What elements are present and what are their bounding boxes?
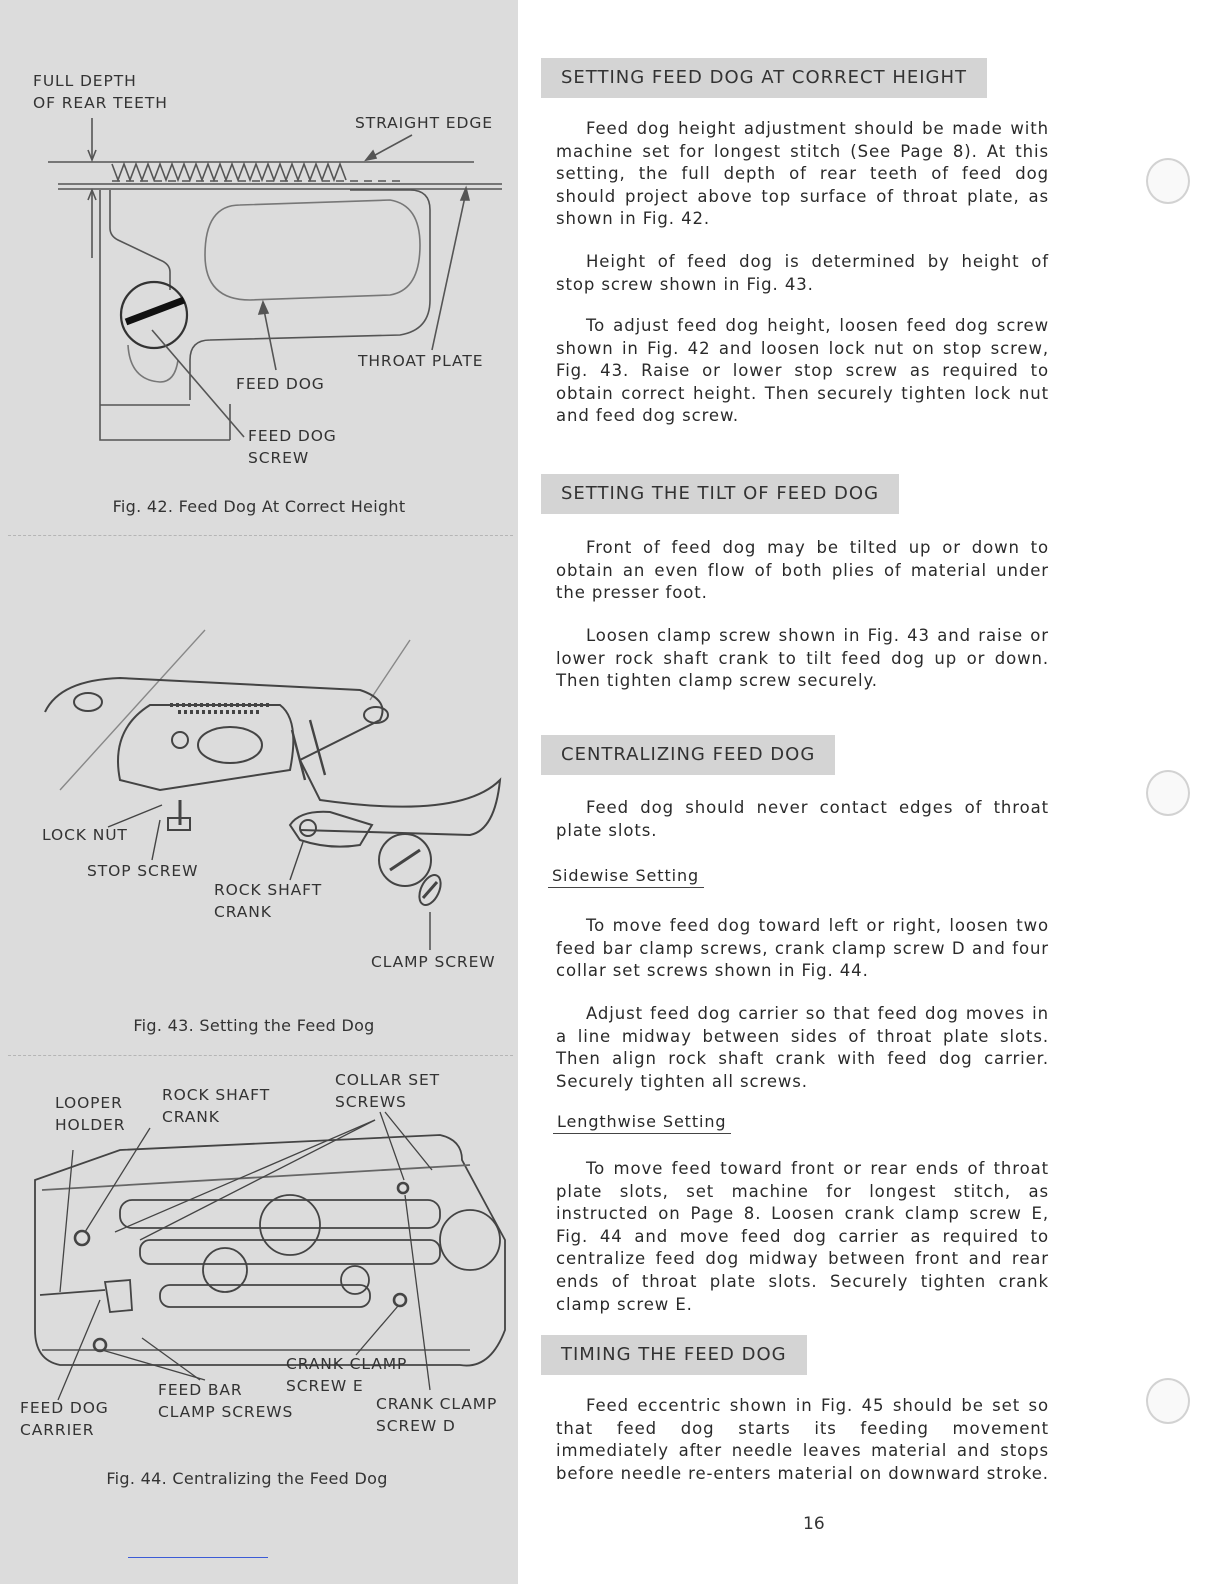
label-crank-clamp-screw-e: CRANK CLAMP SCREW E [286,1355,408,1395]
label-straight-edge: STRAIGHT EDGE [355,114,493,132]
label-lock-nut: LOCK NUT [42,826,128,844]
page-number: 16 [803,1514,825,1534]
heading-timing: TIMING THE FEED DOG [541,1335,807,1375]
heading-centralizing: CENTRALIZING FEED DOG [541,735,835,775]
heading-correct-height: SETTING FEED DOG AT CORRECT HEIGHT [541,58,987,98]
label-feed-dog-carrier: FEED DOG CARRIER [20,1399,109,1439]
label-feed-dog: FEED DOG [236,375,325,393]
label-rock-shaft-crank-43: ROCK SHAFT CRANK [214,881,323,921]
punch-hole [1146,1378,1190,1424]
tilt-paragraph-1: Front of feed dog may be tilted up or down to obtain an even flow of both plies of material under the presser foot. [556,538,1049,603]
label-crank-clamp-screw-d: CRANK CLAMP SCREW D [376,1395,498,1435]
punch-hole [1146,770,1190,816]
sidewise-paragraph-2: Adjust feed dog carrier so that feed dog moves in a line midway between sides of throat plate slots. Then align rock shaft crank with feed dog carrier. Securely tighten all screws. [556,1004,1049,1091]
fig44-caption: Fig. 44. Centralizing the Feed Dog [106,1469,388,1488]
divider [8,1055,513,1056]
subheading-sidewise: Sidewise Setting [548,866,704,888]
heading-tilt: SETTING THE TILT OF FEED DOG [541,474,899,514]
fig43-caption: Fig. 43. Setting the Feed Dog [133,1016,375,1035]
figure-column [0,0,518,1584]
height-paragraph-2: Height of feed dog is determined by height of stop screw shown in Fig. 43. [556,252,1049,294]
sidewise-paragraph-1: To move feed dog toward left or right, loosen two feed bar clamp screws, crank clamp screw D and four collar set screws shown in Fig. 44. [556,916,1049,981]
fig42-drawing [0,100,518,460]
fig42-caption: Fig. 42. Feed Dog At Correct Height [112,497,406,516]
label-feed-dog-screw: FEED DOG SCREW [248,427,337,467]
lengthwise-paragraph: To move feed toward front or rear ends of throat plate slots, set machine for longest stitch, as instructed on Page 8. Loosen crank clamp screw E, Fig. 44 and move feed dog carrier as required to centralize feed dog midway between front and rear ends of throat plate slots. Securely tighten crank clamp screw E. [556,1159,1049,1314]
punch-hole [1146,158,1190,204]
label-full-depth: FULL DEPTH OF REAR TEETH [33,72,168,112]
height-paragraph-3: To adjust feed dog height, loosen feed dog screw shown in Fig. 42 and loosen lock nut on stop screw, Fig. 43. Raise or lower stop screw as required to obtain correct height. Then securely tighten lock nut and feed dog screw. [556,316,1049,426]
label-stop-screw: STOP SCREW [87,862,199,880]
divider [8,535,513,536]
label-throat-plate: THROAT PLATE [358,352,484,370]
timing-paragraph: Feed eccentric shown in Fig. 45 should be set so that feed dog starts its feeding movement immediately after needle leaves material and stops before needle re-enters material on downward stroke. [556,1396,1049,1483]
label-looper-holder: LOOPER HOLDER [55,1094,126,1134]
label-collar-set-screws: COLLAR SET SCREWS [335,1071,441,1111]
subheading-lengthwise: Lengthwise Setting [553,1112,731,1134]
label-clamp-screw: CLAMP SCREW [371,953,496,971]
label-feed-bar-clamp-screws: FEED BAR CLAMP SCREWS [158,1381,294,1421]
tilt-paragraph-2: Loosen clamp screw shown in Fig. 43 and raise or lower rock shaft crank to tilt feed dog up or down. Then tighten clamp screw securely. [556,626,1049,691]
centralizing-paragraph-1: Feed dog should never contact edges of throat plate slots. [556,798,1049,840]
height-paragraph-1: Feed dog height adjustment should be made with machine set for longest stitch (See Page 8). At this setting, the full depth of rear teeth of feed dog should project above top surface of throat plate, as shown in Fig. 42. [556,119,1049,229]
footer-link-line [128,1557,268,1558]
label-rock-shaft-crank-44: ROCK SHAFT CRANK [162,1086,271,1126]
